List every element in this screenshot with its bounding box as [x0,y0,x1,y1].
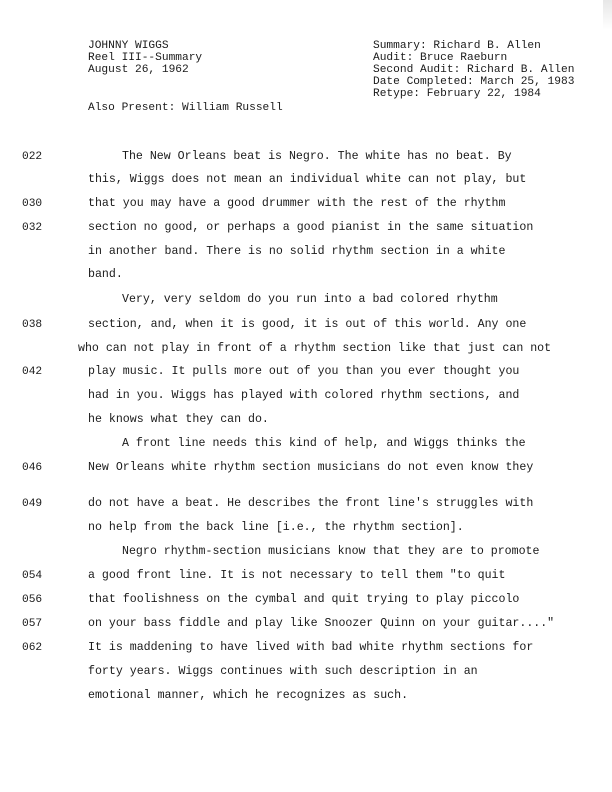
retype-date: Retype: February 22, 1984 [373,88,541,100]
timecode: 056 [22,594,43,606]
summary-line: who can not play in front of a rhythm section like that just can not [78,342,552,355]
summary-line: band. [88,268,123,281]
summary-credit: Summary: Richard B. Allen [373,40,541,52]
summary-line: this, Wiggs does not mean an individual white can not play, but [88,173,527,186]
summary-line: had in you. Wiggs has played with colored rhythm sections, and [88,389,520,402]
summary-line: on your bass fiddle and play like Snoozer Quinn on your guitar...." [88,617,555,630]
scan-edge-shadow [603,0,612,30]
summary-line: emotional manner, which he recognizes as such. [88,689,409,702]
header-left-block [88,40,202,76]
audit-credit: Audit: Bruce Raeburn [373,52,508,64]
summary-line: do not have a beat. He describes the front line's struggles with [88,497,534,510]
summary-line: Negro rhythm-section musicians know that they are to promote [122,545,540,558]
summary-line: The New Orleans beat is Negro. The white has no beat. By [122,150,512,163]
header-right-block [373,40,574,100]
summary-line: section, and, when it is good, it is out of this world. Any one [88,318,527,331]
timecode: 022 [22,151,43,163]
second-audit-credit: Second Audit: Richard B. Allen [373,64,575,76]
interviewee-name: JOHNNY WIGGS [88,40,169,52]
summary-line: no help from the back line [i.e., the rhythm section]. [88,521,464,534]
timecode: 042 [22,366,43,378]
summary-line: A front line needs this kind of help, and Wiggs thinks the [122,437,526,450]
timecode: 049 [22,498,43,510]
timecode: 062 [22,642,43,654]
timecode: 038 [22,319,43,331]
timecode: 057 [22,618,43,630]
summary-line: It is maddening to have lived with bad white rhythm sections for [88,641,534,654]
summary-line: he knows what they can do. [88,413,269,426]
summary-line: in another band. There is no solid rhythm section in a white [88,245,506,258]
also-present: Also Present: William Russell [88,102,283,114]
reel-label: Reel III--Summary [88,52,203,64]
summary-line: Very, very seldom do you run into a bad colored rhythm [122,293,498,306]
summary-line: a good front line. It is not necessary to tell them "to quit [88,569,506,582]
summary-line: that foolishness on the cymbal and quit trying to play piccolo [88,593,520,606]
timecode: 046 [22,462,43,474]
interview-date: August 26, 1962 [88,64,189,76]
date-completed: Date Completed: March 25, 1983 [373,76,575,88]
summary-line: section no good, or perhaps a good pianist in the same situation [88,221,534,234]
summary-line: forty years. Wiggs continues with such description in an [88,665,478,678]
timecode: 054 [22,570,43,582]
summary-line: that you may have a good drummer with the rest of the rhythm [88,197,506,210]
summary-line: play music. It pulls more out of you than you ever thought you [88,365,520,378]
timecode: 032 [22,222,43,234]
timecode: 030 [22,198,43,210]
summary-line: New Orleans white rhythm section musicians do not even know they [88,461,534,474]
